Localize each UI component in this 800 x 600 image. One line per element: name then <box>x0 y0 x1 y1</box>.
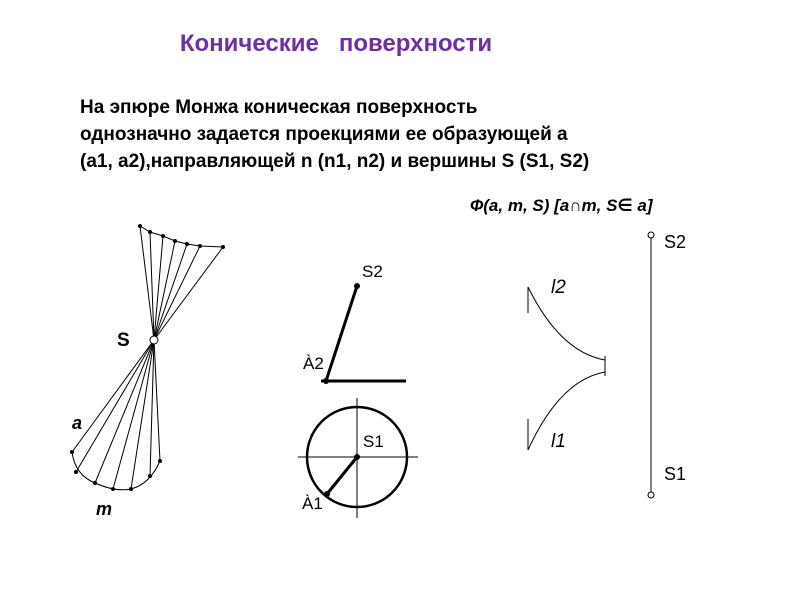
directrix-label: m <box>96 499 113 519</box>
generatrix-label: a <box>72 413 83 433</box>
intro-line: однозначно задается проекциями ее образующей а <box>80 124 568 145</box>
s1-projection-label: S1 <box>363 432 384 451</box>
l2-curve-label: l2 <box>551 277 566 298</box>
vertex-label: S <box>117 330 130 351</box>
surface-formula: Ф(a, m, S) [a∩m, S∈ a] <box>470 196 653 215</box>
a2-projection-label: À2 <box>303 354 324 373</box>
s2-vertex-label: S2 <box>664 232 687 252</box>
a1-projection-label: À1 <box>302 494 323 513</box>
s1-vertex-label: S1 <box>664 464 687 484</box>
l1-curve-label: l1 <box>551 431 566 452</box>
s2-projection-label: S2 <box>362 262 383 281</box>
slide-title: Конические поверхности <box>179 30 493 57</box>
intro-line: На эпюре Монжа коническая поверхность <box>80 97 478 118</box>
intro-line: (а1, а2),направляющей n (n1, n2) и вершины S (S1, S2) <box>80 151 590 172</box>
